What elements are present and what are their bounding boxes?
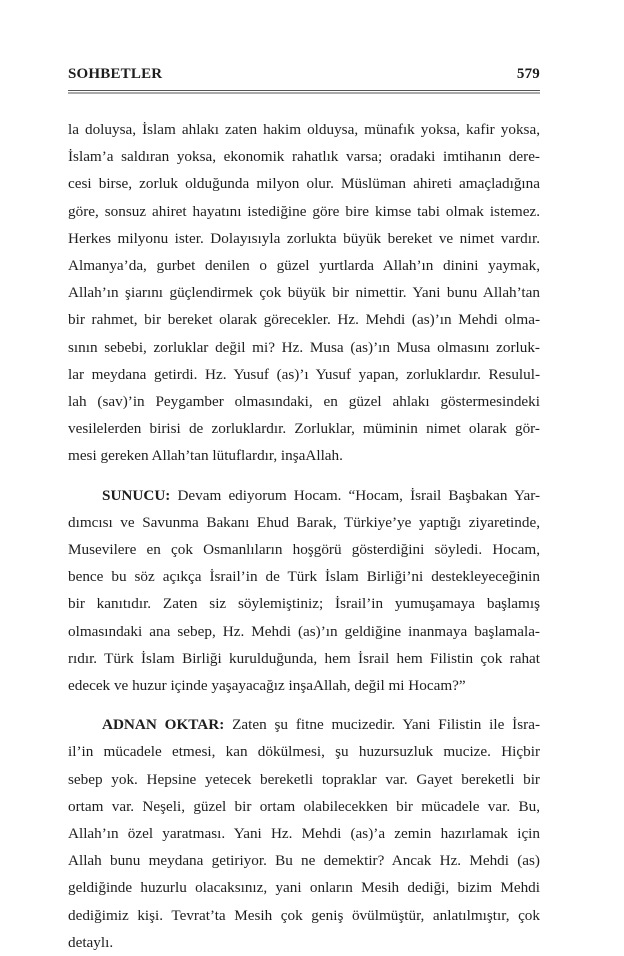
line-text: Allah’ın şiarını güçlendirmek çok büyük bir nimettir. Yani bunu Allah’tan <box>68 284 540 302</box>
header-title: SOHBETLER <box>68 66 163 82</box>
text-line <box>68 388 540 415</box>
text-line <box>68 672 540 699</box>
header-rule <box>68 90 540 91</box>
text-line <box>68 820 540 847</box>
line-text: Herkes milyonu ister. Dolayısıyla zorlukta büyük bereket ve nimet vardır. <box>68 229 540 247</box>
text-line <box>68 929 540 956</box>
text-line <box>68 902 540 929</box>
line-text: Allah’ın özel yaratması. Yani Hz. Mehdi (as)’a zemin hazırlamak için <box>68 825 540 843</box>
text-line <box>68 306 540 333</box>
line-text: İslam’a saldıran yoksa, ekonomik rahatlık varsa; oradaki imtihanın dere- <box>68 148 540 166</box>
line-text: la doluysa, İslam ahlakı zaten hakim olduysa, münafık yoksa, kafir yoksa, <box>68 121 540 138</box>
line-text: bence bu söz açıkça İsrail’in de Türk İslam Birliği’ni destekleyeceğinin <box>68 568 540 586</box>
speaker-label: SUNUCU: <box>102 486 171 504</box>
line-text: vesilelerden birisi de zorluklardır. Zorluklar, müminin nimet olarak gör- <box>68 420 540 438</box>
line-text: ortam var. Neşeli, güzel bir ortam olabilecekken bir mücadele var. Bu, <box>68 797 540 815</box>
text-line <box>68 563 540 590</box>
paragraph <box>68 116 540 470</box>
line-text: detaylı. <box>68 933 114 951</box>
line-text: göre, sonsuz ahiret hayatını istediğine göre bire kimse tabi olmak istemez. <box>68 202 540 220</box>
line-text: cesi birse, zorluk olduğunda milyon olur. Müslüman ahireti amaçladığına <box>68 175 540 193</box>
text-line <box>68 847 540 874</box>
text-line <box>68 334 540 361</box>
text-line <box>68 874 540 901</box>
header-rule-secondary <box>68 92 540 94</box>
line-text: rıdır. Türk İslam Birliği kurulduğunda, hem İsrail hem Filistin çok rahat <box>68 649 540 667</box>
text-line <box>68 645 540 672</box>
line-text: sının sebebi, zorluklar değil mi? Hz. Musa (as)’ın Musa olmasını zorluk- <box>68 338 540 356</box>
text-line <box>68 590 540 617</box>
line-text: bir kanıtıdır. Zaten siz söylemiştiniz; İsrail’in yumuşamaya başlamış <box>68 595 540 613</box>
book-page <box>68 62 540 956</box>
line-text: Allah bunu meydana getiriyor. Bu ne demektir? Ancak Hz. Mehdi (as) <box>68 852 540 870</box>
text-line <box>68 793 540 820</box>
running-header <box>68 62 540 86</box>
line-text: dımcısı ve Savunma Bakanı Ehud Barak, Türkiye’ye yaptığı ziyaretinde, <box>68 513 540 531</box>
text-line <box>68 361 540 388</box>
text-line <box>68 766 540 793</box>
line-text: Devam ediyorum Hocam. “Hocam, İsrail Başbakan Yar- <box>170 486 540 504</box>
text-line <box>68 116 540 143</box>
page-number: 579 <box>516 66 540 82</box>
text-line <box>68 198 540 225</box>
text-line <box>68 225 540 252</box>
text-line <box>68 536 540 563</box>
line-text: edecek ve huzur içinde yaşayacağız inşaAllah, değil mi Hocam?” <box>68 677 466 695</box>
line-text: bir rahmet, bir bereket olarak görecekler. Hz. Mehdi (as)’ın Mehdi olma- <box>68 311 540 329</box>
text-line <box>68 252 540 279</box>
line-text: Almanya’da, gurbet denilen o güzel yurtlarda Allah’ın dinini yaymak, <box>68 257 540 275</box>
line-text: geldiğinde huzurlu olacaksınız, yani onların Mesih dediği, bizim Mehdi <box>68 879 540 897</box>
line-text: Musevilere en çok Osmanlıların hoşgörü gösterdiğini söyledi. Hocam, <box>68 541 540 559</box>
text-line <box>68 711 540 738</box>
line-text: Zaten şu fitne mucizedir. Yani Filistin ile İsra- <box>224 716 540 734</box>
text-line <box>68 143 540 170</box>
speaker-label: ADNAN OKTAR: <box>102 716 225 734</box>
paragraph <box>68 482 540 700</box>
text-line <box>68 482 540 509</box>
body-text <box>68 116 540 956</box>
text-line <box>68 279 540 306</box>
line-text: olmasındaki ana sebep, Hz. Mehdi (as)’ın geldiğine inanmaya başlamala- <box>68 622 540 640</box>
line-text: lar meydana getirdi. Hz. Yusuf (as)’ı Yusuf yapan, zorluklardır. Resulul- <box>68 365 540 383</box>
line-text: il’in mücadele etmesi, kan dökülmesi, şu huzursuzluk mucize. Hiçbir <box>68 743 540 761</box>
line-text: sebep yok. Hepsine yetecek bereketli topraklar var. Gayet bereketli bir <box>68 770 540 788</box>
line-text: mesi gereken Allah’tan lütuflardır, inşaAllah. <box>68 447 343 465</box>
text-line <box>68 415 540 442</box>
text-line <box>68 170 540 197</box>
paragraph <box>68 711 540 956</box>
line-text: lah (sav)’in Peygamber olmasındaki, en güzel ahlakı göstermesindeki <box>68 393 540 411</box>
text-line <box>68 509 540 536</box>
text-line <box>68 618 540 645</box>
text-line <box>68 738 540 765</box>
line-text: dediğimiz kişi. Tevrat’ta Mesih çok geniş övülmüştür, anlatılmıştır, çok <box>68 906 540 924</box>
text-line <box>68 442 540 469</box>
